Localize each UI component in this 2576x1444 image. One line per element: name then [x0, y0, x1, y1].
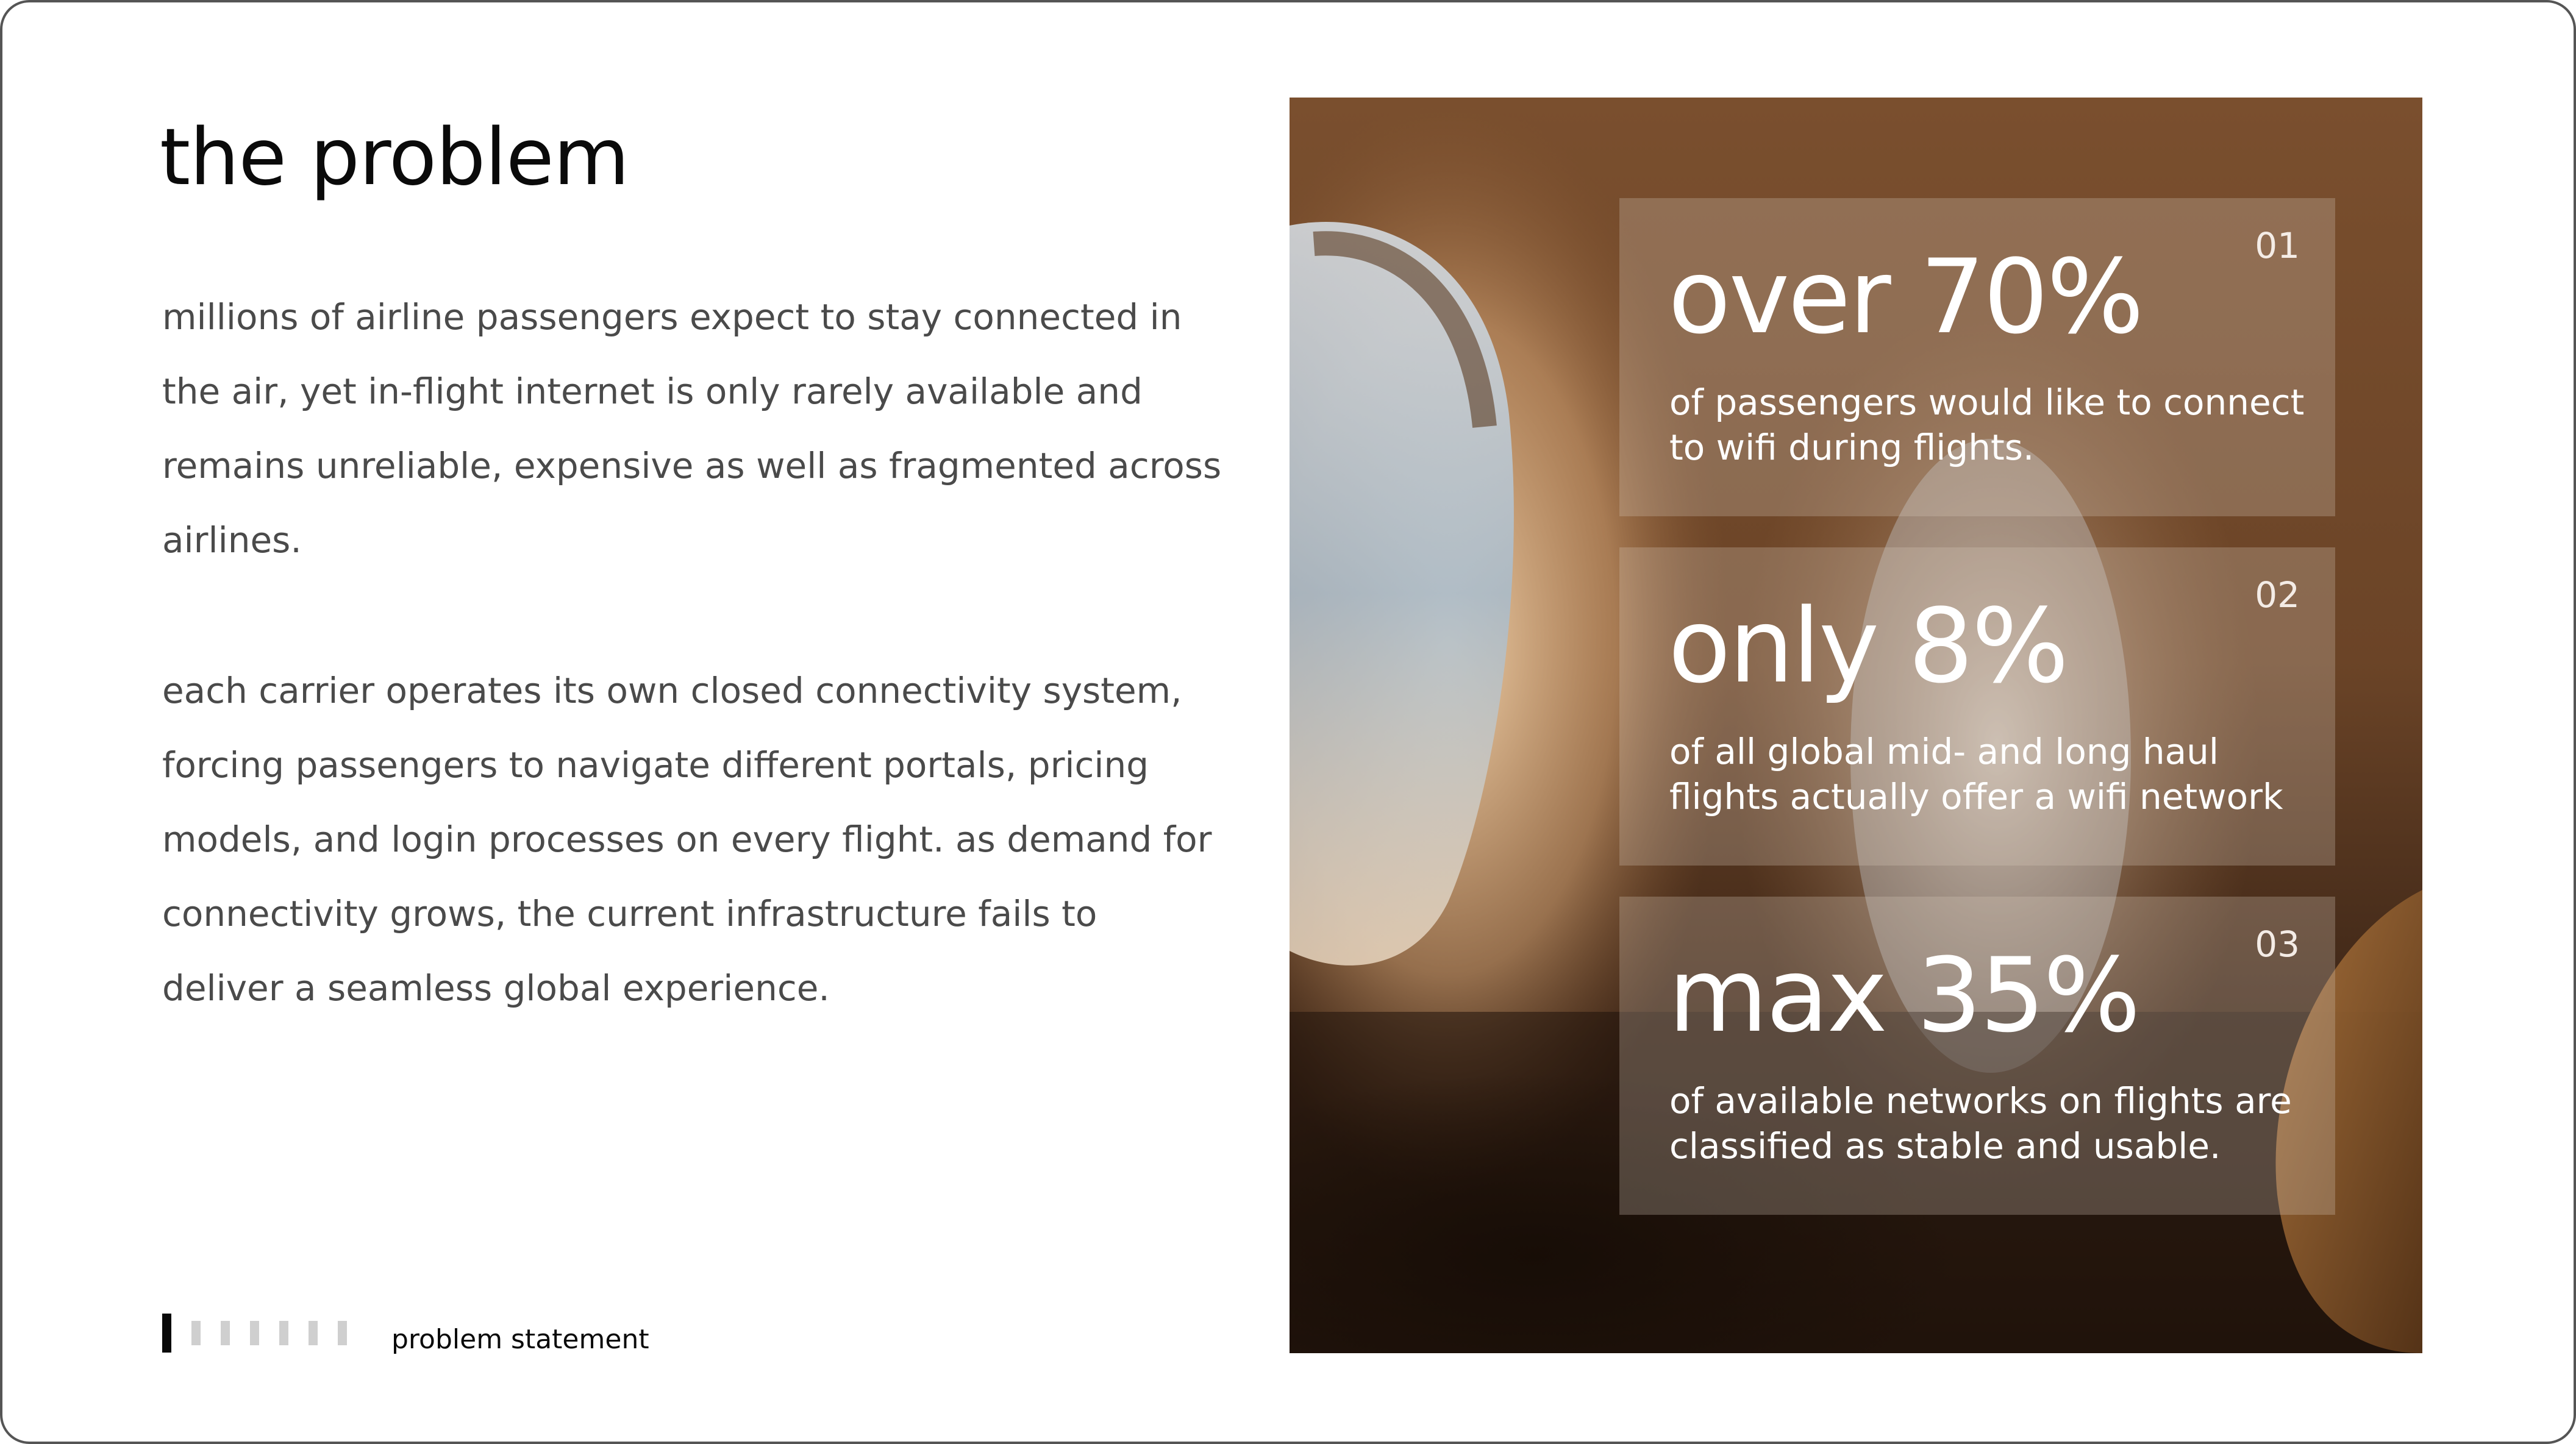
airplane-window-photo [1290, 98, 2422, 1353]
stat-headline: over 70% [1668, 237, 2143, 357]
stat-number: 02 [2255, 574, 2300, 616]
section-label: problem statement [391, 1324, 649, 1355]
progress-step-1 [162, 1314, 171, 1353]
progress-step-2 [191, 1321, 201, 1345]
progress-step-4 [250, 1321, 259, 1345]
progress-step-7 [338, 1321, 347, 1345]
stat-card-3 [1619, 897, 2335, 1215]
progress-step-6 [309, 1321, 318, 1345]
slide-title: the problem [160, 112, 629, 203]
stat-number: 01 [2255, 225, 2300, 266]
stat-number: 03 [2255, 923, 2300, 965]
progress-indicator [162, 1313, 367, 1353]
detail-paragraph: each carrier operates its own closed connectivity system, forcing passengers to navigate different portals, pricing models, and login processes on every flight. as demand for connectivity grows, the current infrastructure fails to deliver a seamless global experience. [162, 670, 1212, 1009]
progress-step-5 [279, 1321, 288, 1345]
stat-headline: max 35% [1668, 936, 2139, 1055]
progress-step-3 [221, 1321, 230, 1345]
stat-card-2 [1619, 547, 2335, 866]
stat-description: of all global mid- and long haul flights actually offer a wifi network [1669, 731, 2283, 817]
stat-description: of available networks on flights are classified as stable and usable. [1669, 1080, 2292, 1167]
intro-paragraph: millions of airline passengers expect to stay connected in the air, yet in-flight internet is only rarely available and remains unreliable, expensive as well as fragmented across airlines. [162, 296, 1222, 561]
stat-description: of passengers would like to connect to wifi during flights. [1669, 382, 2305, 468]
stat-card-1 [1619, 198, 2335, 516]
stat-headline: only 8% [1668, 586, 2068, 706]
